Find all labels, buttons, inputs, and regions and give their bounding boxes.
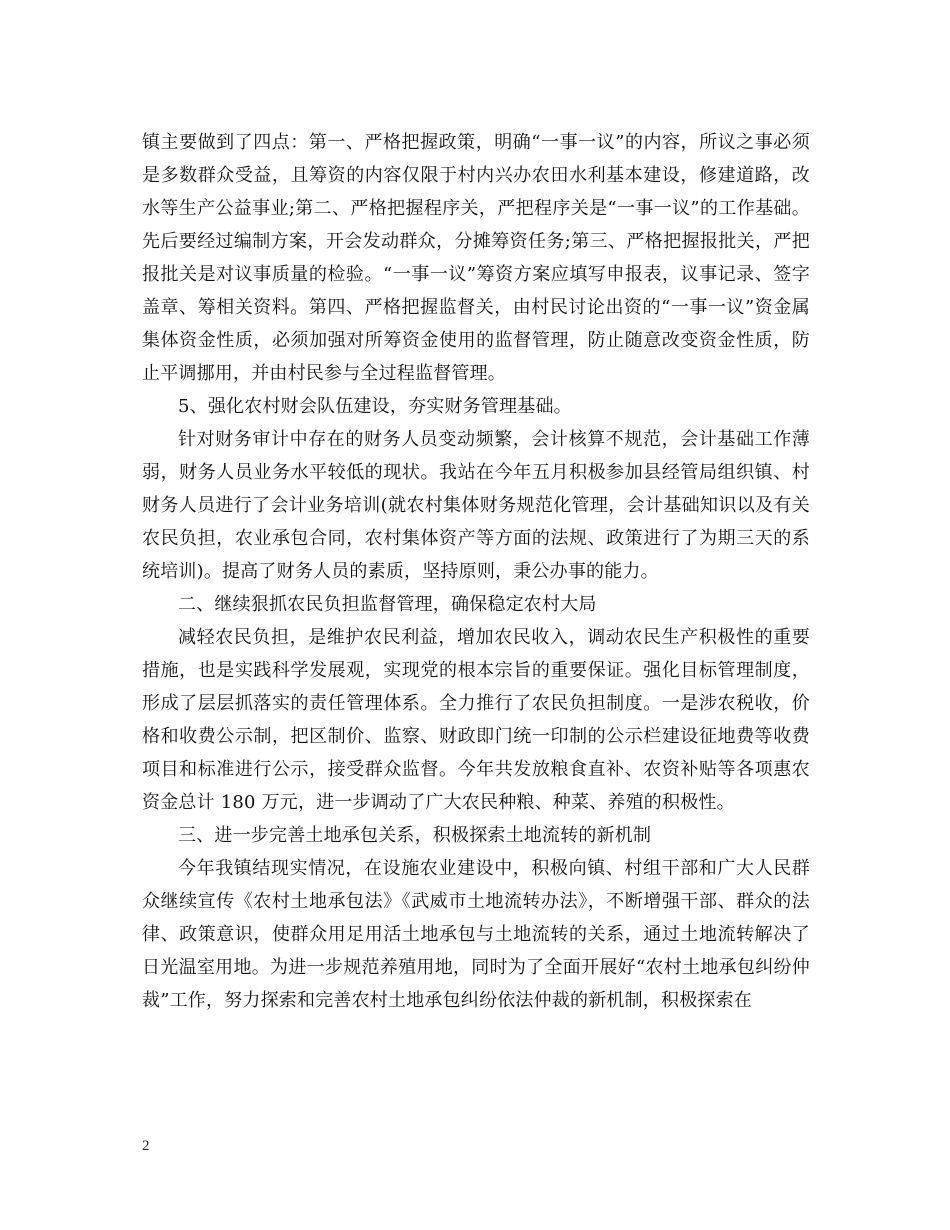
paragraph-finance-training: 针对财务审计中存在的财务人员变动频繁，会计核算不规范，会计基础工作薄弱，财务人员业务水平较低的现状。我站在今年五月积极参加县经管局组织镇、村财务人员进行了会计业务培训(就农村集体财务规范化管理，会计基础知识以及有关农民负担，农业承包合同，农村集体资产等方面的法规、政策进行了为期三天的系统培训)。提高了财务人员的素质，坚持原则，秉公办事的能力。	[142, 429, 810, 582]
paragraph-heading-5: 5、强化农村财会队伍建设，夯实财务管理基础。	[178, 396, 572, 417]
section-heading-3: 三、进一步完善土地承包关系，积极探索土地流转的新机制	[178, 825, 652, 846]
paragraph-land-transfer: 今年我镇结现实情况，在设施农业建设中，积极向镇、村组干部和广大人民群众继续宣传《农村土地承包法》《武威市土地流转办法》，不断增强干部、群众的法律、政策意识，使群众用足用活土地承包与土地流转的关系，通过土地流转解决了日光温室用地。为进一步规范养殖用地，同时为了全面开展好“农村土地承包纠纷仲裁”工作，努力探索和完善农村土地承包纠纷依法仲裁的新机制，积极探索在	[142, 858, 810, 1011]
paragraph-continued: 镇主要做到了四点：第一、严格把握政策，明确“一事一议”的内容，所议之事必须是多数群众受益，且筹资的内容仅限于村内兴办农田水利基本建设，修建道路，改水等生产公益事业;第二、严格把握程序关，严把程序关是“一事一议”的工作基础。先后要经过编制方案，开会发动群众，分摊筹资任务;第三、严格把握报批关，严把报批关是对议事质量的检验。“一事一议”筹资方案应填写申报表，议事记录、签字盖章、筹相关资料。第四、严格把握监督关，由村民讨论出资的“一事一议”资金属集体资金性质，必须加强对所筹资金使用的监督管理，防止随意改变资金性质，防止平调挪用，并由村民参与全过程监督管理。	[142, 132, 810, 384]
page-number: 2	[142, 1138, 150, 1154]
section-heading-2: 二、继续狠抓农民负担监督管理，确保稳定农村大局	[178, 594, 597, 615]
document-body	[142, 126, 810, 1017]
paragraph-farmer-burden: 减轻农民负担，是维护农民利益，增加农民收入，调动农民生产积极性的重要措施，也是实践科学发展观，实现党的根本宗旨的重要保证。强化目标管理制度，形成了层层抓落实的责任管理体系。全力推行了农民负担制度。一是涉农税收，价格和收费公示制，把区制价、监察、财政即门统一印制的公示栏建设征地费等收费项目和标准进行公示，接受群众监督。今年共发放粮食直补、农资补贴等各项惠农资金总计 180 万元，进一步调动了广大农民种粮、种菜、养殖的积极性。	[142, 627, 810, 813]
